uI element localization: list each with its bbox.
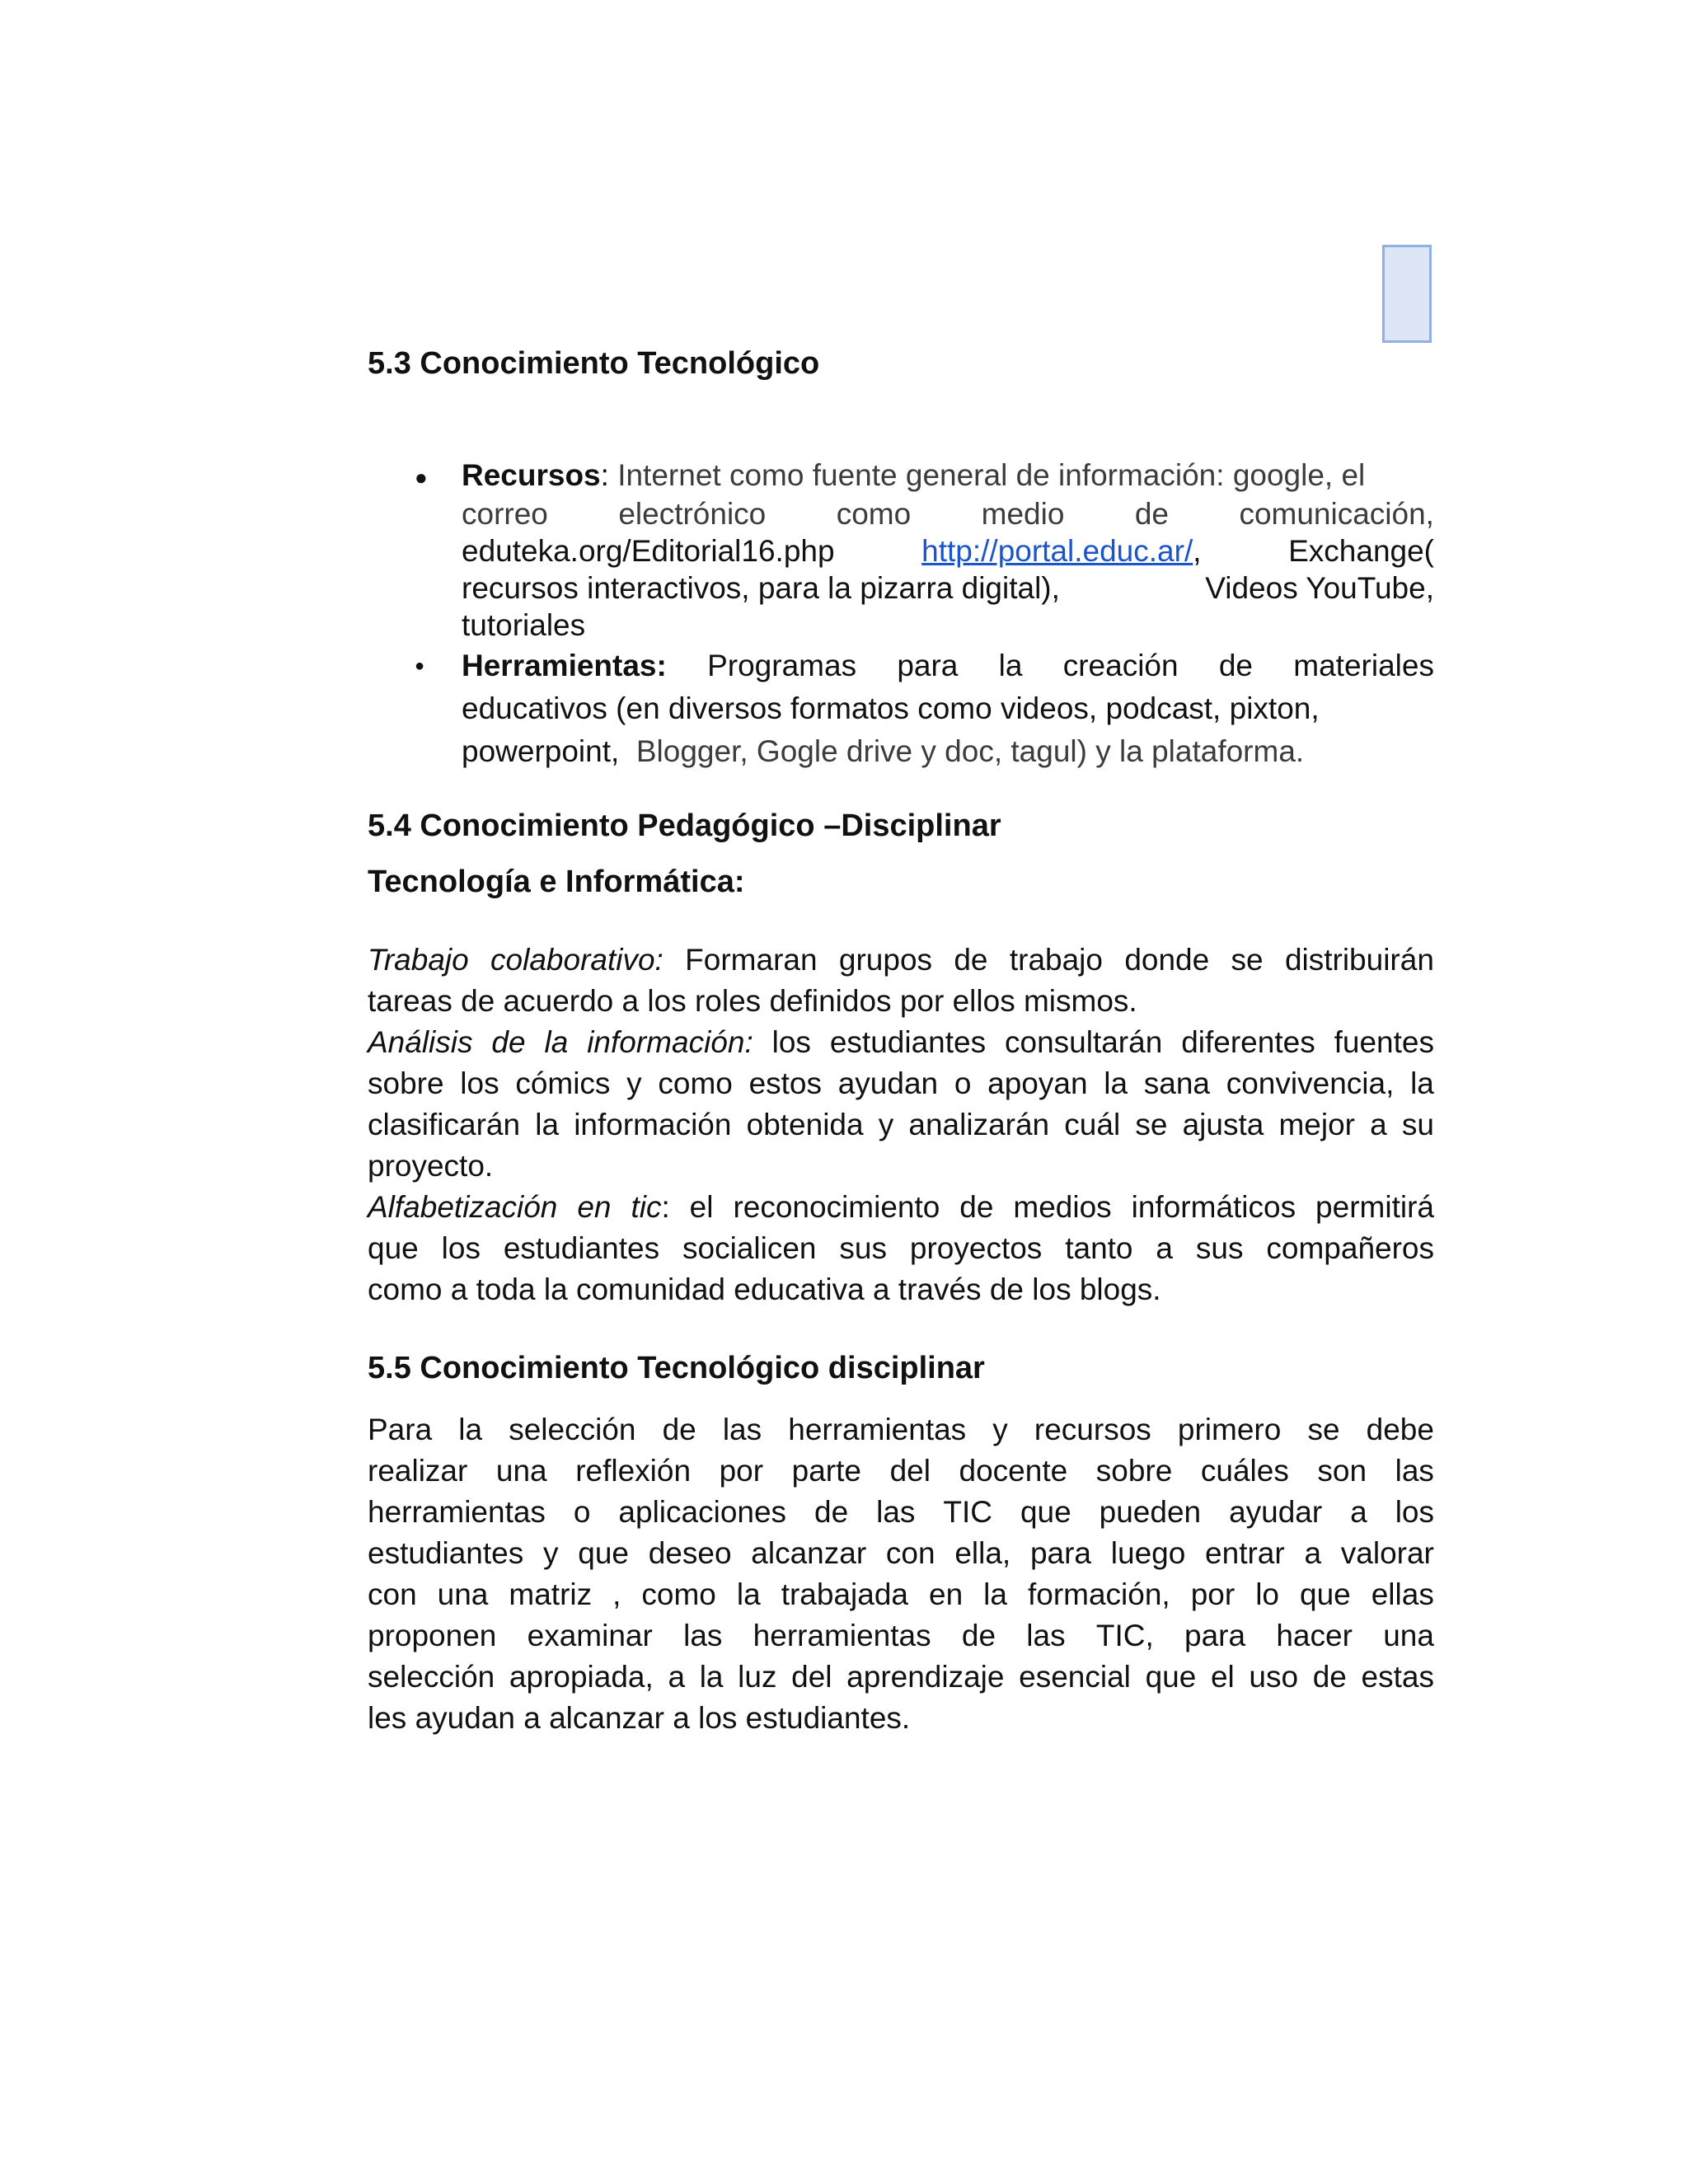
disciplinary-paragraph [368,1409,1434,1739]
para-line: proyecto. [368,1149,494,1183]
bullet-line-justified: correo electrónico como medio de comunicación, [462,497,1434,531]
portal-educ-link[interactable]: http://portal.educ.ar/ [921,534,1193,568]
para-line: clasificarán la información obtenida y analizarán cuál se ajusta mejor a su [368,1108,1434,1141]
bullet-line: recursos interactivos, para la pizarra digital), Videos YouTube, [462,571,1434,605]
para-line: con una matriz , como la trabajada en la formación, por lo que ellas [368,1577,1434,1611]
subheading-tecnologia: Tecnología e Informática: [368,865,745,899]
para-line: selección apropiada, a la luz del aprendizaje esencial que el uso de estas [368,1660,1434,1694]
bullet-line: Internet como fuente general de información: google, el [617,458,1366,492]
para-line: Análisis de la información: los estudiantes consultarán diferentes fuentes [368,1025,1434,1059]
eduteka-text: eduteka.org/Editorial16.php [462,534,835,568]
bullet-line: tutoriales [462,608,586,642]
section-heading-5-4: 5.4 Conocimiento Pedagógico –Disciplinar [368,808,1001,843]
para-line: sobre los cómics y como estos ayudan o apoyan la sana convivencia, la [368,1066,1434,1100]
bullet-term: Recursos [462,458,601,492]
bullet-text [462,456,1434,644]
bullet-term-sep: : [600,458,609,492]
para-line: les ayudan a alcanzar a los estudiantes. [368,1701,911,1735]
page-marker-box [1382,245,1432,343]
bullet-line: educativos (en diversos formatos como videos, podcast, pixton, [462,691,1320,725]
para-line: tareas de acuerdo a los roles definidos por ellos mismos. [368,984,1137,1018]
bullet-icon: ● [415,657,425,675]
bullet-term: Herramientas: [462,649,667,682]
pedagogical-paragraph [368,940,1434,1310]
para-line: realizar una reflexión por parte del docente sobre cuáles son las [368,1454,1434,1488]
bullet-line: powerpoint, Blogger, Gogle drive y doc, tagul) y la plataforma. [462,734,1305,768]
para-line: Alfabetización en tic: el reconocimiento de medios informáticos permitirá [368,1190,1434,1224]
section-heading-5-3: 5.3 Conocimiento Tecnológico [368,346,820,381]
exchange-text: Exchange( [1288,534,1434,568]
bullet-icon: ● [415,465,428,490]
para-line: proponen examinar las herramientas de las TIC, para hacer una [368,1619,1434,1652]
para-line: Para la selección de las herramientas y recursos primero se debe [368,1413,1434,1446]
para-line: Trabajo colaborativo: Formaran grupos de trabajo donde se distribuirán [368,943,1434,977]
bullet-text [462,644,1434,773]
para-line: como a toda la comunidad educativa a través de los blogs. [368,1272,1161,1306]
section-heading-5-5: 5.5 Conocimiento Tecnológico disciplinar [368,1351,985,1385]
para-line: que los estudiantes socialicen sus proyectos tanto a sus compañeros [368,1231,1434,1265]
bullet-line-justified: Herramientas: Programas para la creación de materiales [462,644,1434,687]
bullet-line-links: eduteka.org/Editorial16.php http://portal.educ.ar/, Exchange( [462,534,1434,568]
para-line: herramientas o aplicaciones de las TIC que pueden ayudar a los [368,1495,1434,1529]
para-line: estudiantes y que deseo alcanzar con ella, para luego entrar a valorar [368,1536,1434,1570]
